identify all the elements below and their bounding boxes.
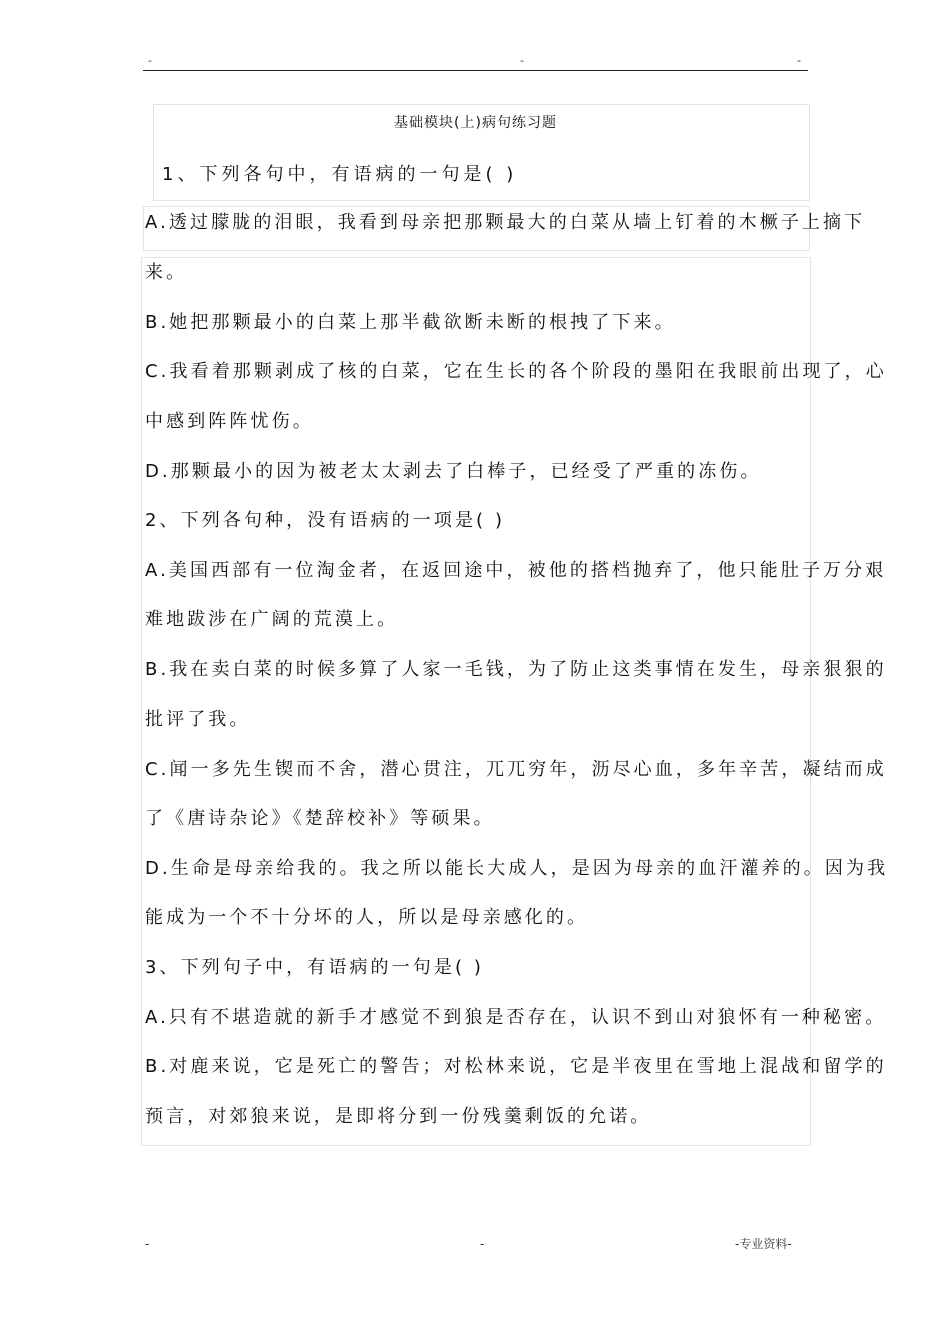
footer-label: -专业资料-	[735, 1237, 792, 1251]
header-rule	[143, 70, 808, 71]
text-line: 2、下列各句种，没有语病的一项是( )	[145, 510, 506, 531]
text-line: 批评了我。	[145, 709, 251, 730]
text-line: C.我看着那颗剥成了核的白菜，它在生长的各个阶段的墨阳在我眼前出现了，心	[145, 361, 887, 382]
text-line: C.闻一多先生锲而不舍，潜心贯注，兀兀穷年，沥尽心血，多年辛苦，凝结而成	[145, 759, 887, 780]
text-line: B.对鹿来说，它是死亡的警告；对松林来说，它是半夜里在雪地上混战和留学的	[145, 1056, 887, 1077]
text-line: 预言，对郊狼来说，是即将分到一份残羹剩饭的允诺。	[145, 1106, 652, 1127]
footer-mark-left: -	[145, 1237, 150, 1251]
footer-mark-center: -	[480, 1237, 485, 1251]
document-title: 基础模块(上)病句练习题	[394, 115, 557, 131]
text-line: 1、下列各句中，有语病的一句是( )	[162, 164, 518, 185]
header-mark-right: -	[797, 54, 801, 67]
text-line: 中感到阵阵忧伤。	[145, 411, 314, 432]
text-line: 能成为一个不十分坏的人，所以是母亲感化的。	[145, 907, 589, 928]
text-line: 3、下列句子中，有语病的一句是( )	[145, 957, 485, 978]
text-line: 难地跋涉在广阔的荒漠上。	[145, 609, 399, 630]
text-line: D.生命是母亲给我的。我之所以能长大成人，是因为母亲的血汗灌养的。因为我	[145, 858, 889, 879]
text-line: B.她把那颗最小的白菜上那半截欲断未断的根拽了下来。	[145, 312, 676, 333]
text-line: 来。	[145, 262, 188, 283]
text-line: A.透过朦胧的泪眼，我看到母亲把那颗最大的白菜从墙上钉着的木橛子上摘下	[145, 212, 866, 233]
text-line: B.我在卖白菜的时候多算了人家一毛钱，为了防止这类事情在发生，母亲狠狠的	[145, 659, 887, 680]
header-mark-left: -	[148, 54, 152, 67]
text-line: A.美国西部有一位淘金者，在返回途中，被他的搭档抛弃了，他只能肚子万分艰	[145, 560, 887, 581]
text-line: A.只有不堪造就的新手才感觉不到狼是否存在，认识不到山对狼怀有一种秘密。	[145, 1007, 887, 1028]
header-mark-center: -	[520, 54, 524, 67]
text-line: D.那颗最小的因为被老太太剥去了白棒子，已经受了严重的冻伤。	[145, 461, 762, 482]
text-line: 了《唐诗杂论》《楚辞校补》等硕果。	[145, 808, 495, 829]
